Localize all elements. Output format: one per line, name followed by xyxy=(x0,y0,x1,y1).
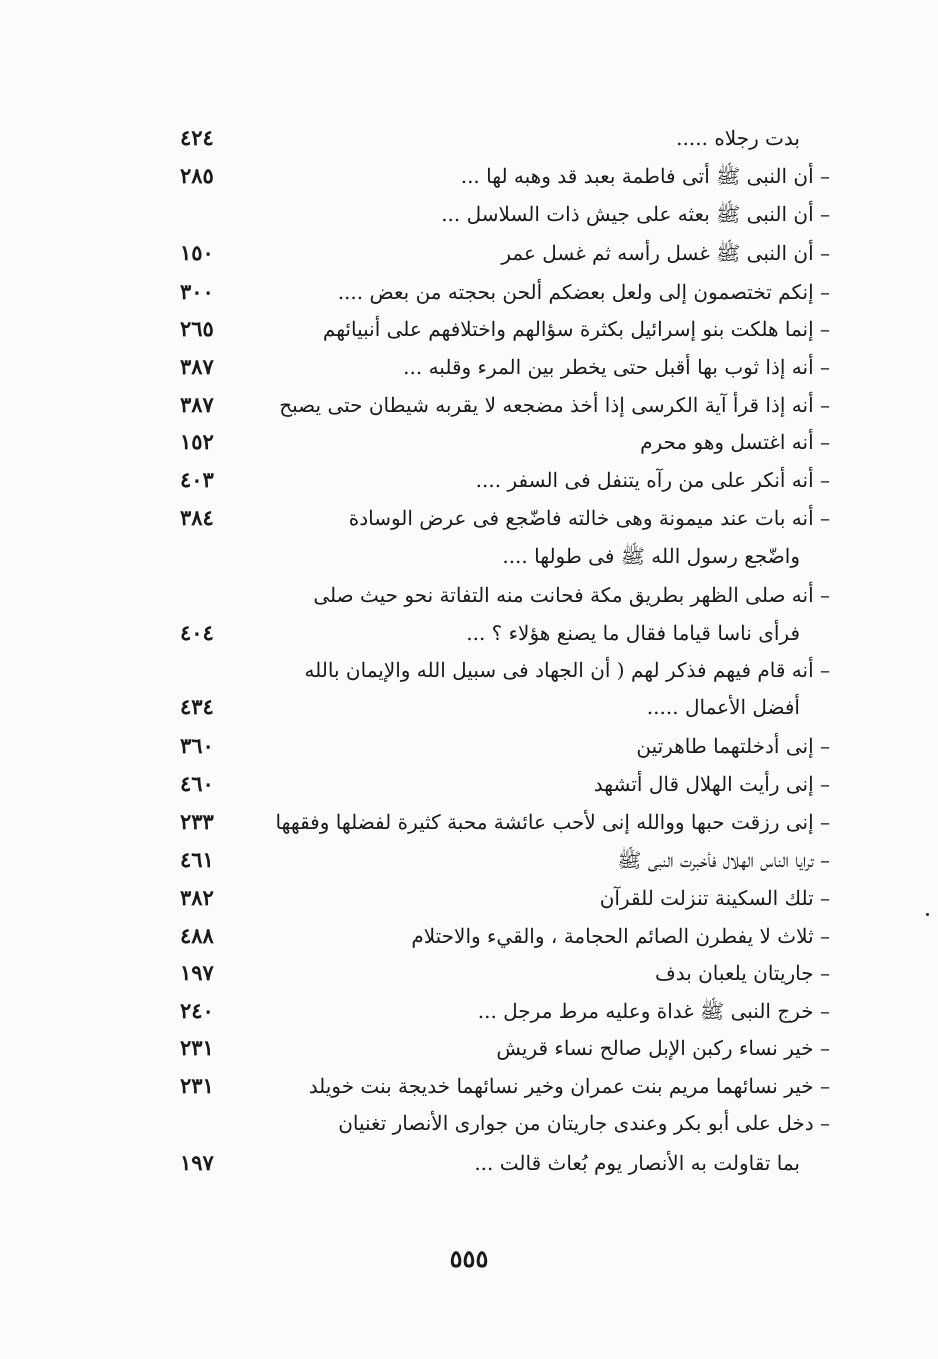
page-reference: ٣٦٠ xyxy=(180,733,214,758)
entry-text: – أنه قام فيهم فذكر لهم ( أن الجهاد فى سبيل الله والإيمان بالله xyxy=(304,658,830,682)
page-reference: ٤٢٤ xyxy=(180,125,214,150)
index-entry xyxy=(180,994,830,1028)
entry-text: – أن النبى ﷺ غسل رأسه ثم غسل عمر xyxy=(501,241,830,265)
index-entry xyxy=(180,275,830,309)
entry-text: – جاريتان يلعبان بدف xyxy=(654,961,830,985)
page-reference: ١٥٠ xyxy=(180,240,214,265)
page-reference: ٢٣١ xyxy=(180,1073,214,1098)
page-reference: ٤٦١ xyxy=(180,847,214,872)
index-entry xyxy=(180,881,830,915)
entry-text: – أنه أنكر على من رآه يتنفل فى السفر .... xyxy=(475,468,830,492)
entry-text: – خير نسائهما مريم بنت عمران وخير نسائهما خديجة بنت خويلد xyxy=(308,1074,830,1098)
index-entry-continuation xyxy=(180,690,830,724)
page-reference: ١٩٧ xyxy=(180,1150,214,1175)
index-entry xyxy=(180,956,830,990)
index-entry xyxy=(180,919,830,953)
page-reference: ٢٦٥ xyxy=(180,316,214,341)
index-entry xyxy=(180,463,830,497)
page-reference: ٢٨٥ xyxy=(180,163,214,188)
entry-text: – إنكم تختصمون إلى ولعل بعضكم ألحن بحجته من بعض .... xyxy=(337,280,830,304)
speck xyxy=(926,913,929,916)
entry-text: – أنه بات عند ميمونة وهى خالته فاضّجع فى عرض الوسادة xyxy=(348,506,830,530)
entry-text: – إنى رزقت حبها ووالله إنى لأحب عائشة محبة كثيرة لفضلها وفقهها xyxy=(275,810,830,834)
entry-text: – إنما هلكت بنو إسرائيل بكثرة سؤالهم واختلافهم على أنبيائهم xyxy=(322,317,830,341)
entry-text: – خرج النبى ﷺ غداة وعليه مرط مرجل ... xyxy=(477,999,830,1023)
entry-text: – أن النبى ﷺ أتى فاطمة بعبد قد وهبه لها ... xyxy=(460,164,830,188)
index-entry-continuation xyxy=(180,616,830,650)
page-reference: ٣٨٤ xyxy=(180,505,214,530)
entry-text: أفضل الأعمال ..... xyxy=(646,695,800,719)
page-reference: ٤٠٤ xyxy=(180,620,214,645)
entry-text: – تلك السكينة تنزلت للقرآن xyxy=(599,886,830,910)
index-entry xyxy=(180,501,830,535)
index-entry xyxy=(180,312,830,346)
index-entry xyxy=(180,1069,830,1103)
page-reference: ١٩٧ xyxy=(180,960,214,985)
index-entry xyxy=(180,236,830,270)
index-entry xyxy=(180,350,830,384)
page-reference: ٤٨٨ xyxy=(180,923,214,948)
index-entry xyxy=(180,578,830,612)
entry-text: بدت رجلاه ..... xyxy=(676,126,800,150)
page-reference: ٢٣٣ xyxy=(180,809,214,834)
page-reference: ٣٨٧ xyxy=(180,354,214,379)
index-entry xyxy=(180,1031,830,1065)
index-entry xyxy=(180,159,830,193)
entry-text: – ثلاث لا يفطرن الصائم الحجامة ، والقيء والاحتلام xyxy=(411,924,830,948)
entry-text: – ترايا الناس الهلال فأخبرت النبى ﷺ xyxy=(617,848,830,872)
page-reference: ٣٨٢ xyxy=(180,885,214,910)
page-reference: ٤٠٣ xyxy=(180,467,214,492)
index-entry-continuation xyxy=(180,539,830,573)
page-reference: ٢٤٠ xyxy=(180,998,214,1023)
index-entry xyxy=(180,767,830,801)
entry-text: – أنه صلى الظهر بطريق مكة فحانت منه التفاتة نحو حيث صلى xyxy=(313,583,830,607)
page-reference: ٣٨٧ xyxy=(180,392,214,417)
entry-text: – خير نساء ركبن الإبل صالح نساء قريش xyxy=(496,1036,830,1060)
entry-text: بما تقاولت به الأنصار يوم بُعاث قالت ... xyxy=(474,1151,800,1175)
entry-text: – أنه إذا ثوب بها أقبل حتى يخطر بين المرء وقلبه ... xyxy=(403,355,830,379)
entry-text: – أنه اغتسل وهو محرم xyxy=(640,430,830,454)
index-entry xyxy=(180,729,830,763)
entry-text: – أن النبى ﷺ بعثه على جيش ذات السلاسل ... xyxy=(441,202,830,226)
entry-text: – إنى أدخلتهما طاهرتين xyxy=(636,734,830,758)
index-entry xyxy=(180,1106,830,1140)
page-reference: ٤٣٤ xyxy=(180,694,214,719)
index-entry xyxy=(180,197,830,231)
entry-text: فرأى ناسا قياما فقال ما يصنع هؤلاء ؟ ... xyxy=(466,621,800,645)
page-number: ٥٥٥ xyxy=(449,1244,489,1273)
index-entry xyxy=(180,843,830,877)
page-reference: ٣٠٠ xyxy=(180,279,214,304)
entry-text: – إنى رأيت الهلال قال أتشهد xyxy=(593,772,830,796)
index-entry xyxy=(180,653,830,687)
index-entry xyxy=(180,805,830,839)
entry-text: – أنه إذا قرأ آية الكرسى إذا أخذ مضجعه لا يقربه شيطان حتى يصبح xyxy=(279,393,830,417)
index-entry xyxy=(180,121,830,155)
page-reference: ٤٦٠ xyxy=(180,771,214,796)
index-entry xyxy=(180,425,830,459)
index-entry-continuation xyxy=(180,1146,830,1180)
index-entry xyxy=(180,388,830,422)
entry-text: واضّجع رسول الله ﷺ فى طولها .... xyxy=(502,544,800,568)
page-reference: ١٥٢ xyxy=(180,429,214,454)
page-reference: ٢٣١ xyxy=(180,1035,214,1060)
entry-text: – دخل على أبو بكر وعندى جاريتان من جوارى الأنصار تغنيان xyxy=(338,1111,830,1135)
